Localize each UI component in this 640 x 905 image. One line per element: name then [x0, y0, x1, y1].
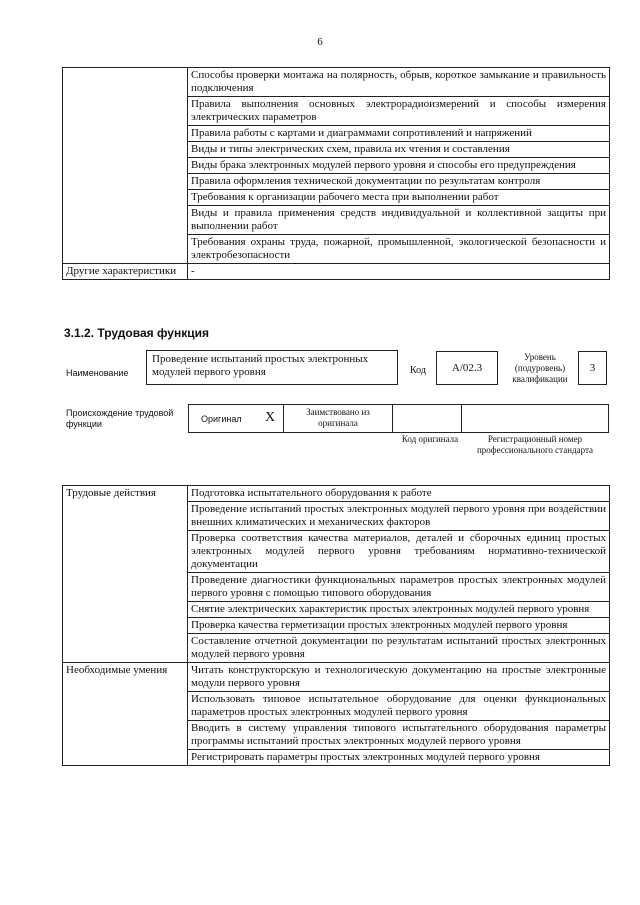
- reg-number-cell: [461, 404, 609, 433]
- table-row: [63, 264, 610, 280]
- name-label: Наименование: [66, 368, 129, 378]
- table-cell: -: [188, 264, 610, 280]
- table-cell: Проверка качества герметизации простых электронных модулей первого уровня: [188, 618, 610, 634]
- borrowed-cell: [283, 404, 393, 433]
- table-cell: Виды и типы электрических схем, правила их чтения и составления: [188, 142, 610, 158]
- table-cell: Виды брака электронных модулей первого уровня и способы его предупреждения: [188, 158, 610, 174]
- original-cell: [188, 404, 284, 433]
- code-label: Код: [410, 365, 426, 376]
- original-label: Оригинал: [201, 414, 242, 424]
- table-cell: Снятие электрических характеристик простых электронных модулей первого уровня: [188, 602, 610, 618]
- row-label: Трудовые действия: [63, 486, 188, 663]
- table-cell: Проверка соответствия качества материалов, деталей и сборочных единиц простых электронных модулей первого уровня требованиям нормативно-технической документации: [188, 531, 610, 573]
- borrowed-label: Заимствовано из оригинала: [306, 407, 370, 428]
- level-box: [578, 351, 607, 385]
- row-label: Другие характеристики: [63, 264, 188, 280]
- code-caption: Код оригинала: [401, 434, 459, 444]
- table-cell: Использовать типовое испытательное оборудование для оценки функциональных параметров простых электронных модулей первого уровня: [188, 692, 610, 721]
- code-value: А/02.3: [451, 362, 483, 374]
- table-cell: Требования к организации рабочего места при выполнении работ: [188, 190, 610, 206]
- function-name-value: Проведение испытаний простых электронных модулей первого уровня: [152, 353, 369, 378]
- row-label: Необходимые умения: [63, 663, 188, 766]
- section-title: 3.1.2. Трудовая функция: [64, 326, 209, 340]
- table-row: [63, 68, 610, 97]
- page-number: 6: [317, 36, 323, 48]
- original-code-cell: [392, 404, 462, 433]
- table-cell: Способы проверки монтажа на полярность, обрыв, короткое замыкание и правильность подключения: [188, 68, 610, 97]
- table-cell: Правила выполнения основных электрорадиоизмерений и способы измерения электрических параметров: [188, 97, 610, 126]
- table-cell: Подготовка испытательного оборудования к работе: [188, 486, 610, 502]
- function-table: [62, 485, 610, 766]
- table-cell: Вводить в систему управления типового испытательного оборудования параметры программы испытаний простых электронных модулей первого уровня: [188, 721, 610, 750]
- function-name-box: [146, 350, 398, 385]
- code-box: [436, 351, 498, 385]
- original-mark: X: [265, 410, 276, 425]
- table-cell: Виды и правила применения средств индивидуальной и коллективной защиты при выполнении работ: [188, 206, 610, 235]
- level-label: Уровень (подуровень) квалификации: [512, 352, 568, 384]
- row-label: [63, 68, 188, 264]
- table-cell: Проведение испытаний простых электронных модулей первого уровня при воздействии внешних климатических и механических факторов: [188, 502, 610, 531]
- table-cell: Читать конструкторскую и технологическую документацию на простые электронные модули первого уровня: [188, 663, 610, 692]
- origin-label: Происхождение трудовой функции: [66, 408, 174, 429]
- level-value: 3: [589, 362, 596, 374]
- table-cell: Регистрировать параметры простых электронных модулей первого уровня: [188, 750, 610, 766]
- table-cell: Правила работы с картами и диаграммами сопротивлений и напряжений: [188, 126, 610, 142]
- table-cell: Правила оформления технической документации по результатам контроля: [188, 174, 610, 190]
- knowledge-table: [62, 67, 610, 280]
- table-cell: Требования охраны труда, пожарной, промышленной, экологической безопасности и электробезопасности: [188, 235, 610, 264]
- table-cell: Проведение диагностики функциональных параметров простых электронных модулей первого уровня с помощью типового оборудования: [188, 573, 610, 602]
- reg-caption: Регистрационный номер профессионального стандарта: [476, 434, 594, 455]
- table-row: [63, 486, 610, 502]
- table-row: [63, 663, 610, 692]
- table-cell: Составление отчетной документации по результатам испытаний простых электронных модулей первого уровня: [188, 634, 610, 663]
